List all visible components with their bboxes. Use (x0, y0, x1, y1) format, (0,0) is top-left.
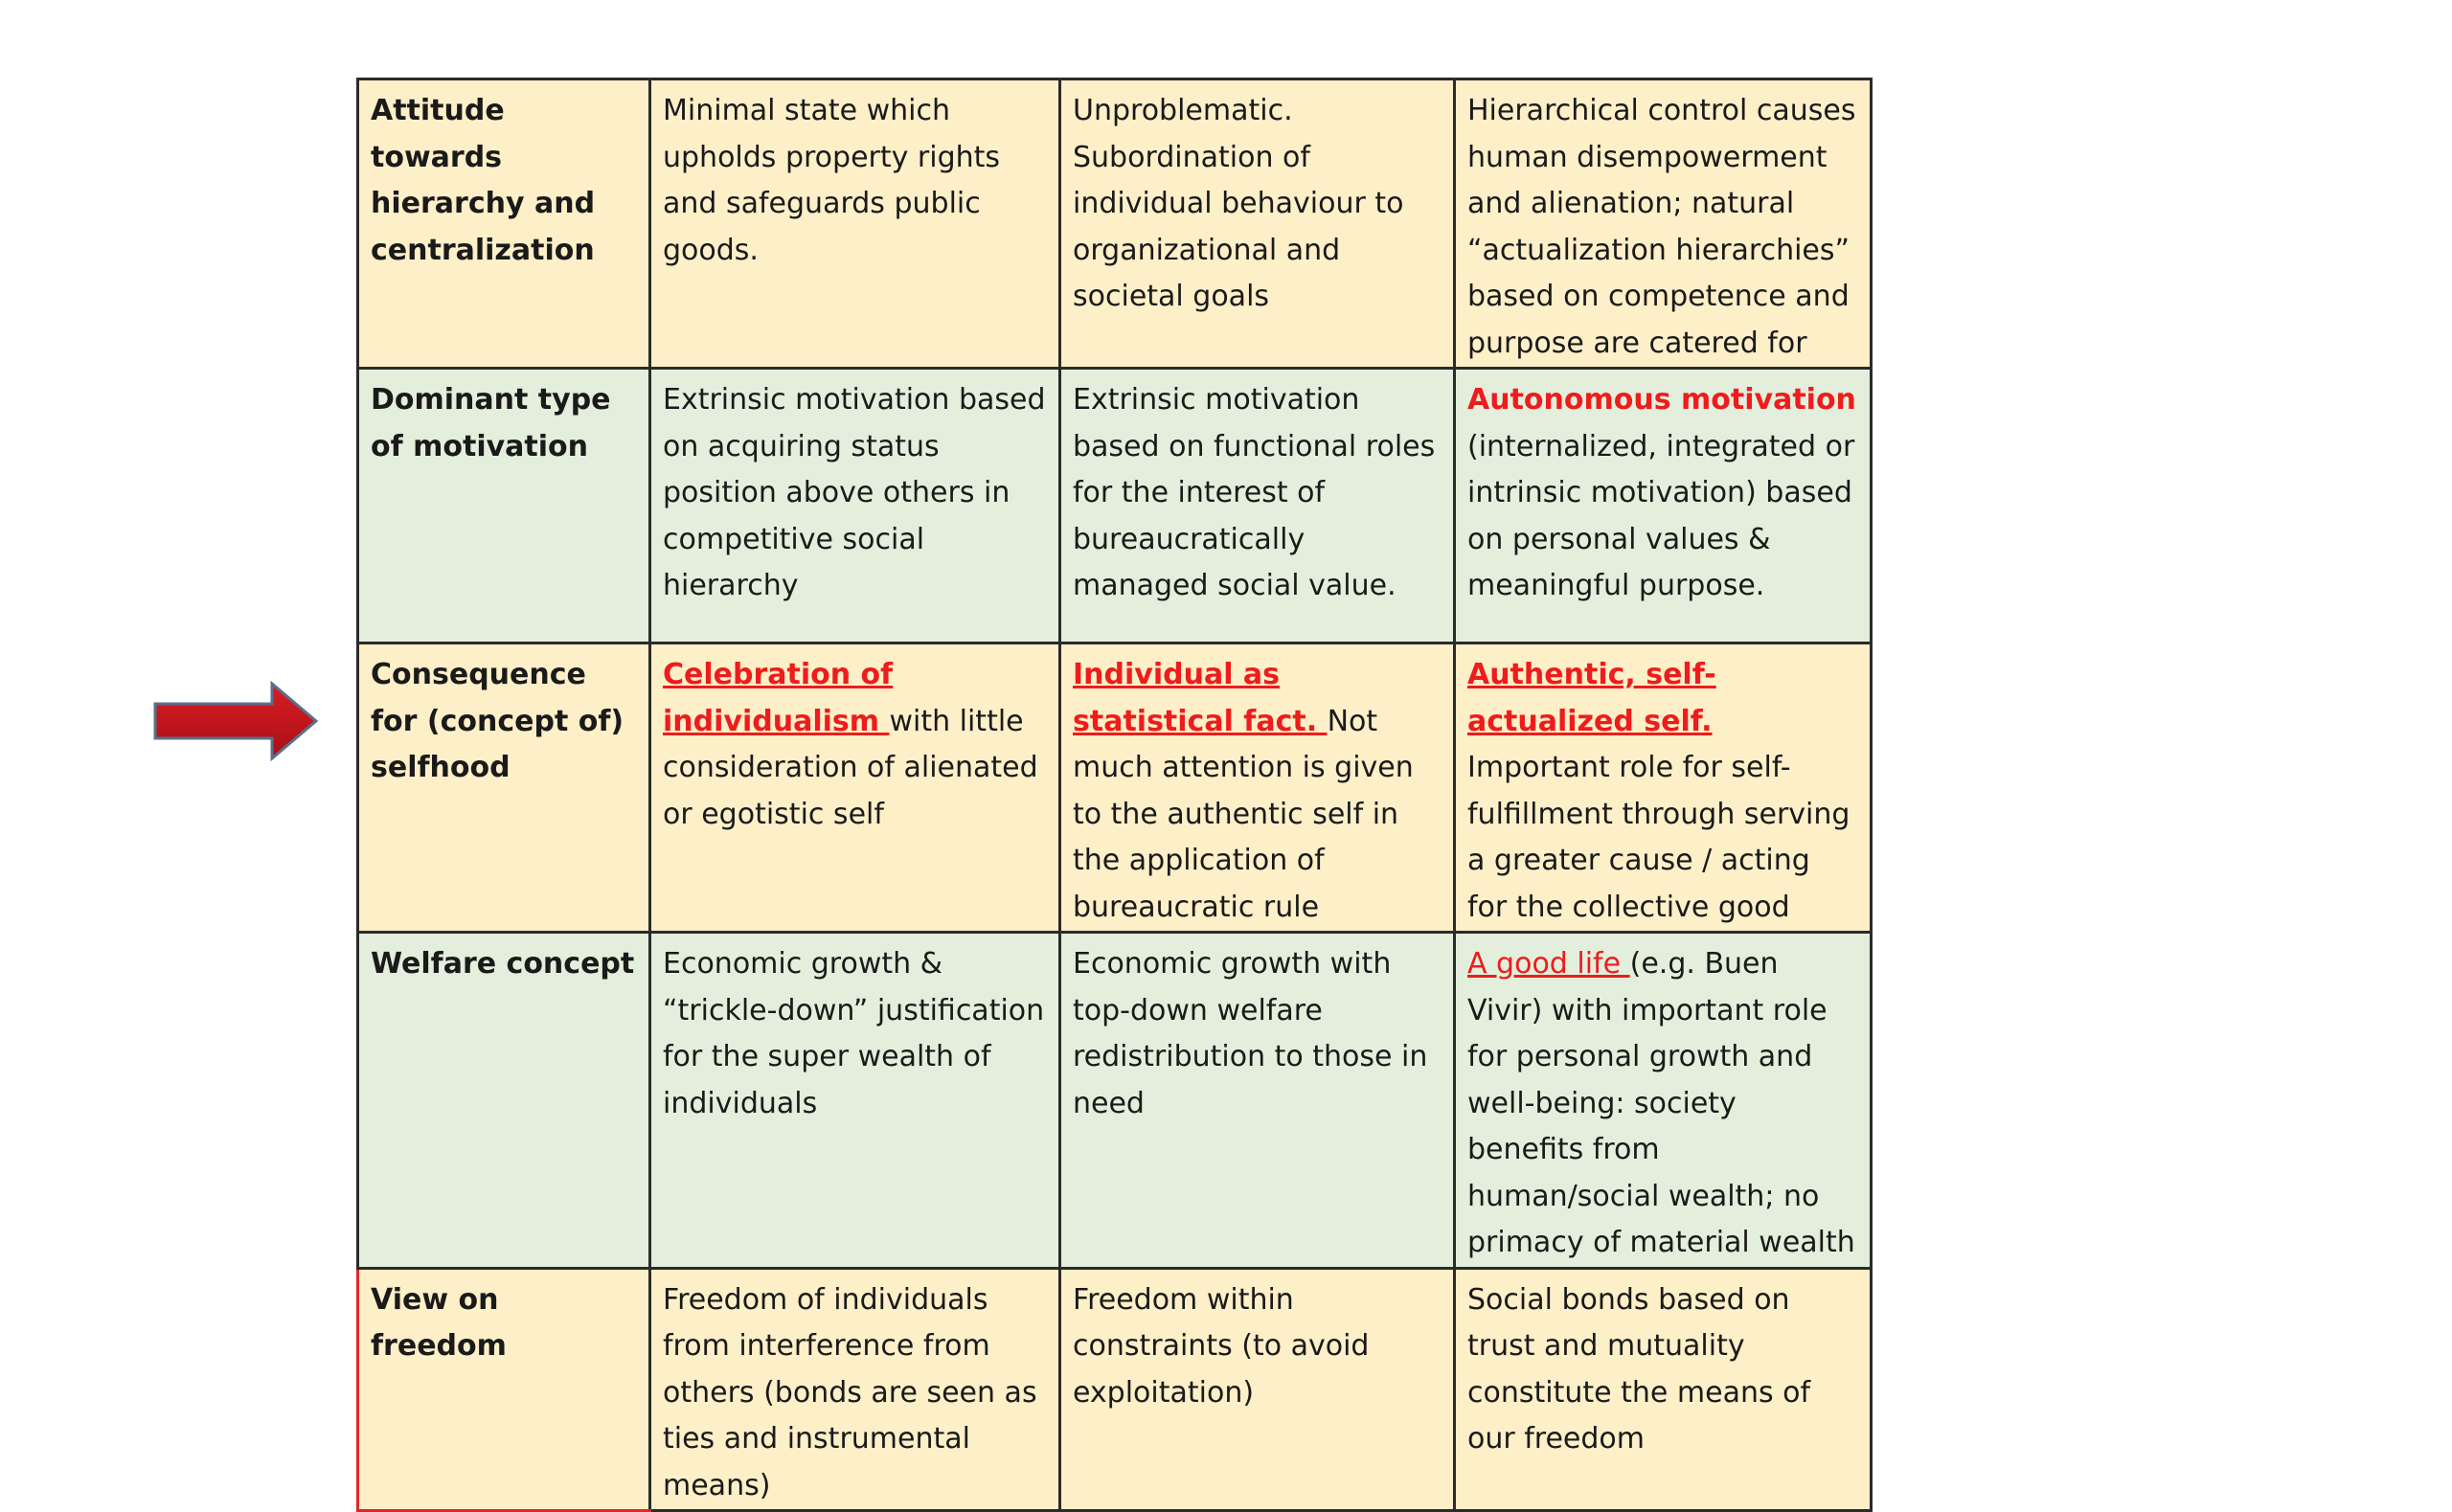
table-cell: Freedom within constraints (to avoid exploitation) (1060, 1268, 1455, 1511)
row-heading: View on freedom (358, 1268, 650, 1511)
row-heading: Dominant type of motivation (358, 369, 650, 643)
cell-text: with little consideration of alienated or egotistic self (663, 704, 1038, 831)
table-cell: Economic growth & “trickle-down” justification for the super wealth of individuals (650, 933, 1060, 1269)
table-cell: Economic growth with top-down welfare redistribution to those in need (1060, 933, 1455, 1269)
table-cell (1455, 369, 1872, 643)
table-cell: Hierarchical control causes human disempowerment and alienation; natural “actualization hierarchies” based on competence and purpose are catered for (1455, 79, 1872, 369)
table-row (358, 1268, 1872, 1511)
row-heading: Consequence for (concept of) selfhood (358, 643, 650, 933)
cell-text: (e.g. Buen Vivir) with important role for personal growth and well-being: society benefits from human/social wealth; no primacy of material wealth (1467, 947, 1855, 1259)
cell-text: (internalized, integrated or intrinsic motivation) based on personal values & meaningful purpose. (1467, 429, 1855, 602)
comparison-table (356, 78, 1873, 1512)
table-cell: Social bonds based on trust and mutuality constitute the means of our freedom (1455, 1268, 1872, 1511)
table-row (358, 643, 1872, 933)
cell-text: Important role for self-fulfillment through serving a greater cause / acting for the collective good (1467, 751, 1850, 924)
right-arrow-icon (153, 682, 318, 760)
table-cell (1455, 643, 1872, 933)
table-row (358, 369, 1872, 643)
table-cell (650, 643, 1060, 933)
table-cell: Unproblematic. Subordination of individual behaviour to organizational and societal goals (1060, 79, 1455, 369)
table-cell (1060, 643, 1455, 933)
highlight-text: Individual as statistical fact. (1073, 658, 1328, 738)
table-row (358, 933, 1872, 1269)
highlight-text: Celebration of individualism (663, 658, 894, 738)
highlight-text: Authentic, self-actualized self. (1467, 658, 1716, 738)
table-cell: Freedom of individuals from interference from others (bonds are seen as ties and instrumental means) (650, 1268, 1060, 1511)
table-row (358, 79, 1872, 369)
table-cell: Minimal state which upholds property rights and safeguards public goods. (650, 79, 1060, 369)
highlight-text: Autonomous motivation (1467, 383, 1856, 417)
cell-text: Not much attention is given to the authentic self in the application of bureaucratic rule (1073, 704, 1414, 924)
highlight-text: A good life (1467, 947, 1630, 981)
row-heading: Attitude towards hierarchy and centralization (358, 79, 650, 369)
table-cell (1455, 933, 1872, 1269)
row-heading: Welfare concept (358, 933, 650, 1269)
table-cell: Extrinsic motivation based on acquiring status position above others in competitive social hierarchy (650, 369, 1060, 643)
table-cell: Extrinsic motivation based on functional roles for the interest of bureaucratically managed social value. (1060, 369, 1455, 643)
